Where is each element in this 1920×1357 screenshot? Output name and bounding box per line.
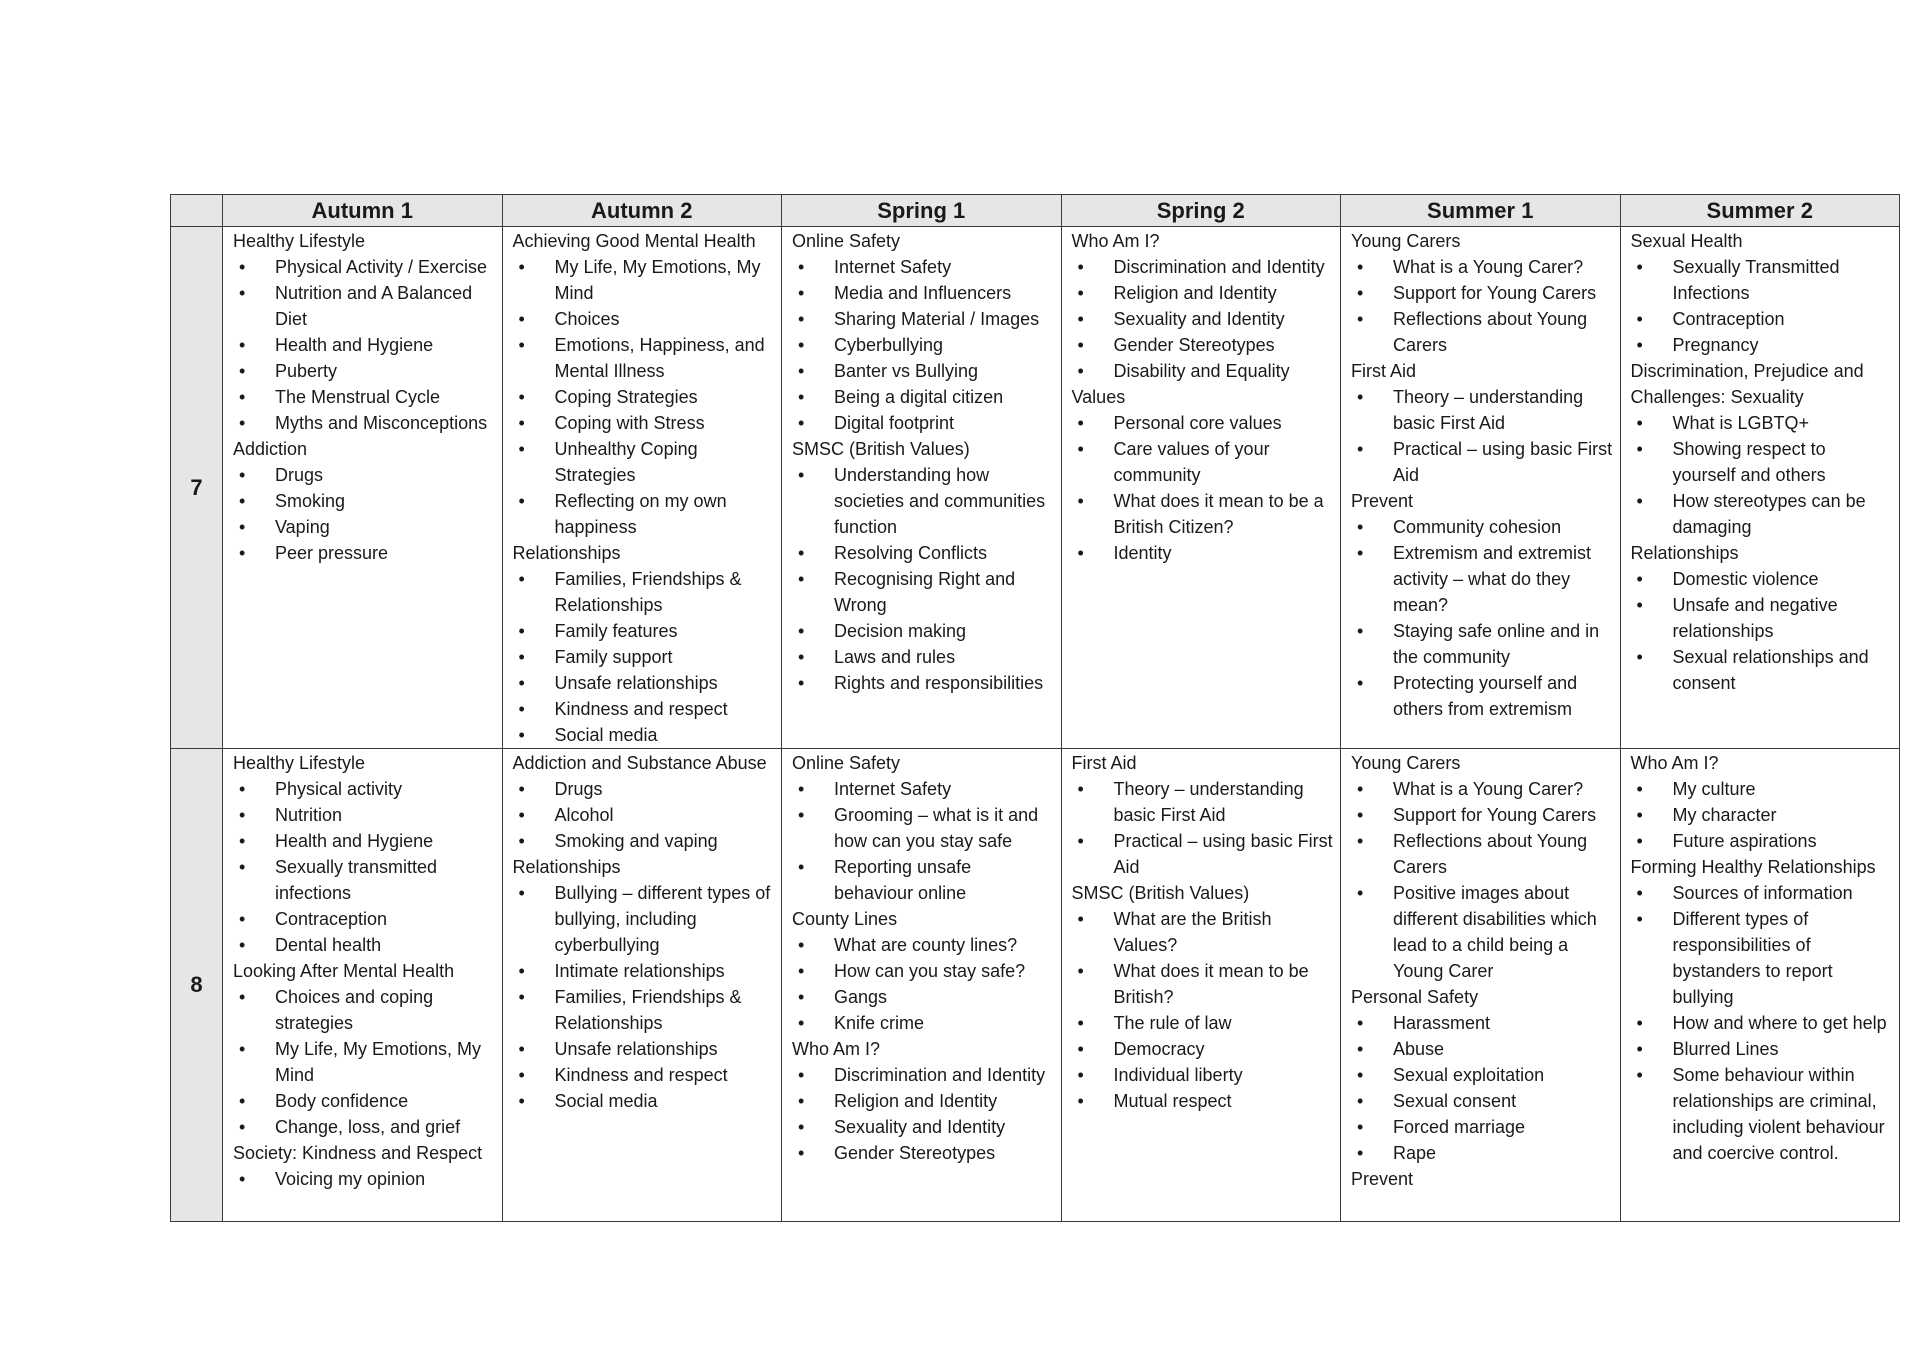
header-autumn-2: Autumn 2 (502, 195, 782, 227)
list-item: • Drugs (513, 776, 776, 802)
header-summer-1: Summer 1 (1341, 195, 1621, 227)
list-item: • Sharing Material / Images (792, 306, 1055, 332)
list-item: • Gender Stereotypes (1072, 332, 1335, 358)
list-item: • Individual liberty (1072, 1062, 1335, 1088)
list-item: • My Life, My Emotions, My Mind (233, 1036, 496, 1088)
topic-block (1631, 540, 1894, 696)
list-item: • The Menstrual Cycle (233, 384, 496, 410)
list-item: • Choices and coping strategies (233, 984, 496, 1036)
list-item: • Sexual relationships and consent (1631, 644, 1894, 696)
term-cell (223, 749, 503, 1222)
topic-list (792, 776, 1055, 906)
list-item: • Positive images about different disabilities which lead to a child being a Young Carer (1351, 880, 1614, 984)
list-item: • Identity (1072, 540, 1335, 566)
list-item: • Physical Activity / Exercise (233, 254, 496, 280)
list-item: • Support for Young Carers (1351, 802, 1614, 828)
topic-list (233, 776, 496, 958)
list-item: • Sexual consent (1351, 1088, 1614, 1114)
term-cell (1341, 749, 1621, 1222)
list-item: • Smoking (233, 488, 496, 514)
topic-block (233, 436, 496, 566)
topic-list (513, 880, 776, 1114)
term-cell (1061, 227, 1341, 749)
topic-block (1631, 228, 1894, 358)
list-item: • Internet Safety (792, 776, 1055, 802)
topic-block (1631, 750, 1894, 854)
list-item: • Physical activity (233, 776, 496, 802)
list-item: • What does it mean to be British? (1072, 958, 1335, 1010)
list-item: • Sexuality and Identity (792, 1114, 1055, 1140)
topic-list (1351, 1010, 1614, 1166)
list-item: • Dental health (233, 932, 496, 958)
topic-block (233, 750, 496, 958)
list-item: • Theory – understanding basic First Aid (1072, 776, 1335, 828)
topic-title: Discrimination, Prejudice and Challenges: Sexuality (1630, 361, 1864, 407)
list-item: • Disability and Equality (1072, 358, 1335, 384)
list-item: • Being a digital citizen (792, 384, 1055, 410)
term-cell (1620, 227, 1900, 749)
list-item: • Reflections about Young Carers (1351, 306, 1614, 358)
list-item: • How and where to get help (1631, 1010, 1894, 1036)
list-item: • Kindness and respect (513, 1062, 776, 1088)
list-item: • Unsafe relationships (513, 1036, 776, 1062)
list-item: • How stereotypes can be damaging (1631, 488, 1894, 540)
topic-block (1351, 750, 1614, 984)
list-item: • Sexual exploitation (1351, 1062, 1614, 1088)
list-item: • How can you stay safe? (792, 958, 1055, 984)
list-item: • Media and Influencers (792, 280, 1055, 306)
list-item: • Resolving Conflicts (792, 540, 1055, 566)
topic-title: Prevent (1351, 1169, 1414, 1189)
topic-list (233, 1166, 496, 1192)
list-item: • My culture (1631, 776, 1894, 802)
list-item: • Smoking and vaping (513, 828, 776, 854)
list-item: • Protecting yourself and others from extremism (1351, 670, 1614, 722)
topic-block (792, 906, 1055, 1036)
topic-block (792, 228, 1055, 436)
header-row (171, 195, 1900, 227)
topic-list (233, 984, 496, 1140)
topic-block (792, 1036, 1055, 1166)
topic-block (233, 228, 496, 436)
topic-list (1631, 776, 1894, 854)
topic-title: Addiction and Substance Abuse (512, 753, 767, 773)
topic-block (1351, 984, 1614, 1166)
topic-list (792, 1062, 1055, 1166)
list-item: • Forced marriage (1351, 1114, 1614, 1140)
list-item: • Coping Strategies (513, 384, 776, 410)
list-item: • Gangs (792, 984, 1055, 1010)
list-item: • Staying safe online and in the community (1351, 618, 1614, 670)
list-item: • Voicing my opinion (233, 1166, 496, 1192)
topic-list (233, 462, 496, 566)
topic-title: Young Carers (1351, 231, 1461, 251)
topic-list (1072, 410, 1335, 566)
topic-title: SMSC (British Values) (1071, 883, 1250, 903)
list-item: • Different types of responsibilities of bystanders to report bullying (1631, 906, 1894, 1010)
term-cell (782, 227, 1062, 749)
list-item: • Family support (513, 644, 776, 670)
list-item: • Unsafe and negative relationships (1631, 592, 1894, 644)
topic-list (1072, 906, 1335, 1114)
term-cell (502, 227, 782, 749)
topic-block (1631, 358, 1894, 540)
list-item: • Knife crime (792, 1010, 1055, 1036)
year-label: 8 (171, 749, 223, 1222)
topic-list (1631, 880, 1894, 1166)
term-cell (223, 227, 503, 749)
list-item: • Sexuality and Identity (1072, 306, 1335, 332)
topic-list (513, 776, 776, 854)
curriculum-table (170, 194, 1900, 1222)
topic-list (1351, 384, 1614, 488)
list-item: • Gender Stereotypes (792, 1140, 1055, 1166)
list-item: • Bullying – different types of bullying, including cyberbullying (513, 880, 776, 958)
topic-block (233, 1140, 496, 1192)
topic-block (1351, 228, 1614, 358)
list-item: • Sexually transmitted infections (233, 854, 496, 906)
list-item: • Religion and Identity (1072, 280, 1335, 306)
list-item: • What are county lines? (792, 932, 1055, 958)
list-item: • Rights and responsibilities (792, 670, 1055, 696)
list-item: • Health and Hygiene (233, 332, 496, 358)
topic-title: Society: Kindness and Respect (233, 1143, 483, 1163)
topic-block (513, 540, 776, 748)
list-item: • Banter vs Bullying (792, 358, 1055, 384)
list-item: • Support for Young Carers (1351, 280, 1614, 306)
list-item: • What does it mean to be a British Citizen? (1072, 488, 1335, 540)
list-item: • Puberty (233, 358, 496, 384)
list-item: • What is LGBTQ+ (1631, 410, 1894, 436)
list-item: • Contraception (1631, 306, 1894, 332)
list-item: • Sources of information (1631, 880, 1894, 906)
list-item: • Blurred Lines (1631, 1036, 1894, 1062)
topic-list (1351, 776, 1614, 984)
list-item: • What is a Young Carer? (1351, 254, 1614, 280)
list-item: • Decision making (792, 618, 1055, 644)
header-spring-1: Spring 1 (782, 195, 1062, 227)
term-cell (1061, 749, 1341, 1222)
topic-block (1351, 358, 1614, 488)
year-label: 7 (171, 227, 223, 749)
list-item: • Recognising Right and Wrong (792, 566, 1055, 618)
list-item: • Practical – using basic First Aid (1072, 828, 1335, 880)
topic-title: Relationships (1630, 543, 1739, 563)
topic-block (792, 436, 1055, 696)
list-item: • Choices (513, 306, 776, 332)
topic-list (513, 566, 776, 748)
topic-block (1072, 228, 1335, 384)
topic-block (1631, 854, 1894, 1166)
list-item: • Democracy (1072, 1036, 1335, 1062)
topic-title: Relationships (512, 857, 621, 877)
list-item: • Nutrition and A Balanced Diet (233, 280, 496, 332)
list-item: • Kindness and respect (513, 696, 776, 722)
list-item: • Myths and Misconceptions (233, 410, 496, 436)
list-item: • Showing respect to yourself and others (1631, 436, 1894, 488)
topic-list (792, 254, 1055, 436)
topic-title: Healthy Lifestyle (233, 753, 366, 773)
topic-title: Online Safety (792, 231, 901, 251)
list-item: • Religion and Identity (792, 1088, 1055, 1114)
list-item: • Laws and rules (792, 644, 1055, 670)
topic-title: SMSC (British Values) (792, 439, 970, 459)
topic-list (792, 462, 1055, 696)
topic-title: Who Am I? (1071, 231, 1160, 251)
topic-block (513, 750, 776, 854)
list-item: • Reflecting on my own happiness (513, 488, 776, 540)
list-item: • Future aspirations (1631, 828, 1894, 854)
topic-list (513, 254, 776, 540)
topic-list (1631, 254, 1894, 358)
topic-title: Addiction (233, 439, 308, 459)
list-item: • Personal core values (1072, 410, 1335, 436)
list-item: • Vaping (233, 514, 496, 540)
topic-title: Relationships (512, 543, 621, 563)
list-item: • Family features (513, 618, 776, 644)
topic-title: First Aid (1351, 361, 1417, 381)
topic-list (1072, 254, 1335, 384)
list-item: • Nutrition (233, 802, 496, 828)
list-item: • Families, Friendships & Relationships (513, 566, 776, 618)
topic-list (1631, 410, 1894, 540)
topic-list (792, 932, 1055, 1036)
topic-block (1072, 384, 1335, 566)
term-cell (1341, 227, 1621, 749)
term-cell (782, 749, 1062, 1222)
header-spring-2: Spring 2 (1061, 195, 1341, 227)
topic-title: Forming Healthy Relationships (1630, 857, 1876, 877)
topic-list (1072, 776, 1335, 880)
list-item: • Harassment (1351, 1010, 1614, 1036)
list-item: • Coping with Stress (513, 410, 776, 436)
list-item: • Abuse (1351, 1036, 1614, 1062)
list-item: • What are the British Values? (1072, 906, 1335, 958)
list-item: • Theory – understanding basic First Aid (1351, 384, 1614, 436)
year-row-7 (171, 227, 1900, 749)
header-autumn-1: Autumn 1 (223, 195, 503, 227)
topic-list (1351, 514, 1614, 722)
list-item: • Alcohol (513, 802, 776, 828)
list-item: • Social media (513, 1088, 776, 1114)
topic-block (513, 228, 776, 540)
topic-block (233, 958, 496, 1140)
list-item: • Digital footprint (792, 410, 1055, 436)
list-item: • Extremism and extremist activity – what do they mean? (1351, 540, 1614, 618)
list-item: • Social media (513, 722, 776, 748)
topic-title: Looking After Mental Health (233, 961, 455, 981)
term-cell (1620, 749, 1900, 1222)
list-item: • Unsafe relationships (513, 670, 776, 696)
list-item: • Body confidence (233, 1088, 496, 1114)
list-item: • Grooming – what is it and how can you stay safe (792, 802, 1055, 854)
topic-block (1072, 880, 1335, 1114)
list-item: • Discrimination and Identity (792, 1062, 1055, 1088)
topic-block (1072, 750, 1335, 880)
list-item: • Health and Hygiene (233, 828, 496, 854)
topic-block (1351, 488, 1614, 722)
topic-title: Young Carers (1351, 753, 1461, 773)
list-item: • Contraception (233, 906, 496, 932)
list-item: • The rule of law (1072, 1010, 1335, 1036)
topic-list (1351, 254, 1614, 358)
list-item: • Reflections about Young Carers (1351, 828, 1614, 880)
header-summer-2: Summer 2 (1620, 195, 1900, 227)
list-item: • Reporting unsafe behaviour online (792, 854, 1055, 906)
list-item: • What is a Young Carer? (1351, 776, 1614, 802)
topic-title: Sexual Health (1630, 231, 1743, 251)
list-item: • Internet Safety (792, 254, 1055, 280)
topic-title: Personal Safety (1351, 987, 1479, 1007)
list-item: • Sexually Transmitted Infections (1631, 254, 1894, 306)
list-item: • My Life, My Emotions, My Mind (513, 254, 776, 306)
list-item: • Unhealthy Coping Strategies (513, 436, 776, 488)
term-cell (502, 749, 782, 1222)
list-item: • Families, Friendships & Relationships (513, 984, 776, 1036)
topic-title: Prevent (1351, 491, 1414, 511)
header-corner (171, 195, 223, 227)
list-item: • Pregnancy (1631, 332, 1894, 358)
list-item: • Drugs (233, 462, 496, 488)
topic-block (513, 854, 776, 1114)
list-item: • Some behaviour within relationships are criminal, including violent behaviour and coercive control. (1631, 1062, 1894, 1166)
list-item: • Intimate relationships (513, 958, 776, 984)
list-item: • Peer pressure (233, 540, 496, 566)
topic-list (1631, 566, 1894, 696)
list-item: • Domestic violence (1631, 566, 1894, 592)
list-item: • Cyberbullying (792, 332, 1055, 358)
list-item: • Emotions, Happiness, and Mental Illness (513, 332, 776, 384)
list-item: • My character (1631, 802, 1894, 828)
topic-title: First Aid (1071, 753, 1137, 773)
list-item: • Mutual respect (1072, 1088, 1335, 1114)
topic-title: County Lines (792, 909, 898, 929)
topic-list (233, 254, 496, 436)
topic-title: Online Safety (792, 753, 901, 773)
list-item: • Change, loss, and grief (233, 1114, 496, 1140)
list-item: • Practical – using basic First Aid (1351, 436, 1614, 488)
list-item: • Discrimination and Identity (1072, 254, 1335, 280)
list-item: • Community cohesion (1351, 514, 1614, 540)
topic-title: Achieving Good Mental Health (512, 231, 756, 251)
topic-title: Who Am I? (1630, 753, 1719, 773)
topic-title: Values (1071, 387, 1126, 407)
topic-block (1351, 1166, 1614, 1192)
list-item: • Rape (1351, 1140, 1614, 1166)
year-row-8 (171, 749, 1900, 1222)
list-item: • Understanding how societies and communities function (792, 462, 1055, 540)
list-item: • Care values of your community (1072, 436, 1335, 488)
topic-title: Who Am I? (792, 1039, 881, 1059)
topic-title: Healthy Lifestyle (233, 231, 366, 251)
topic-block (792, 750, 1055, 906)
